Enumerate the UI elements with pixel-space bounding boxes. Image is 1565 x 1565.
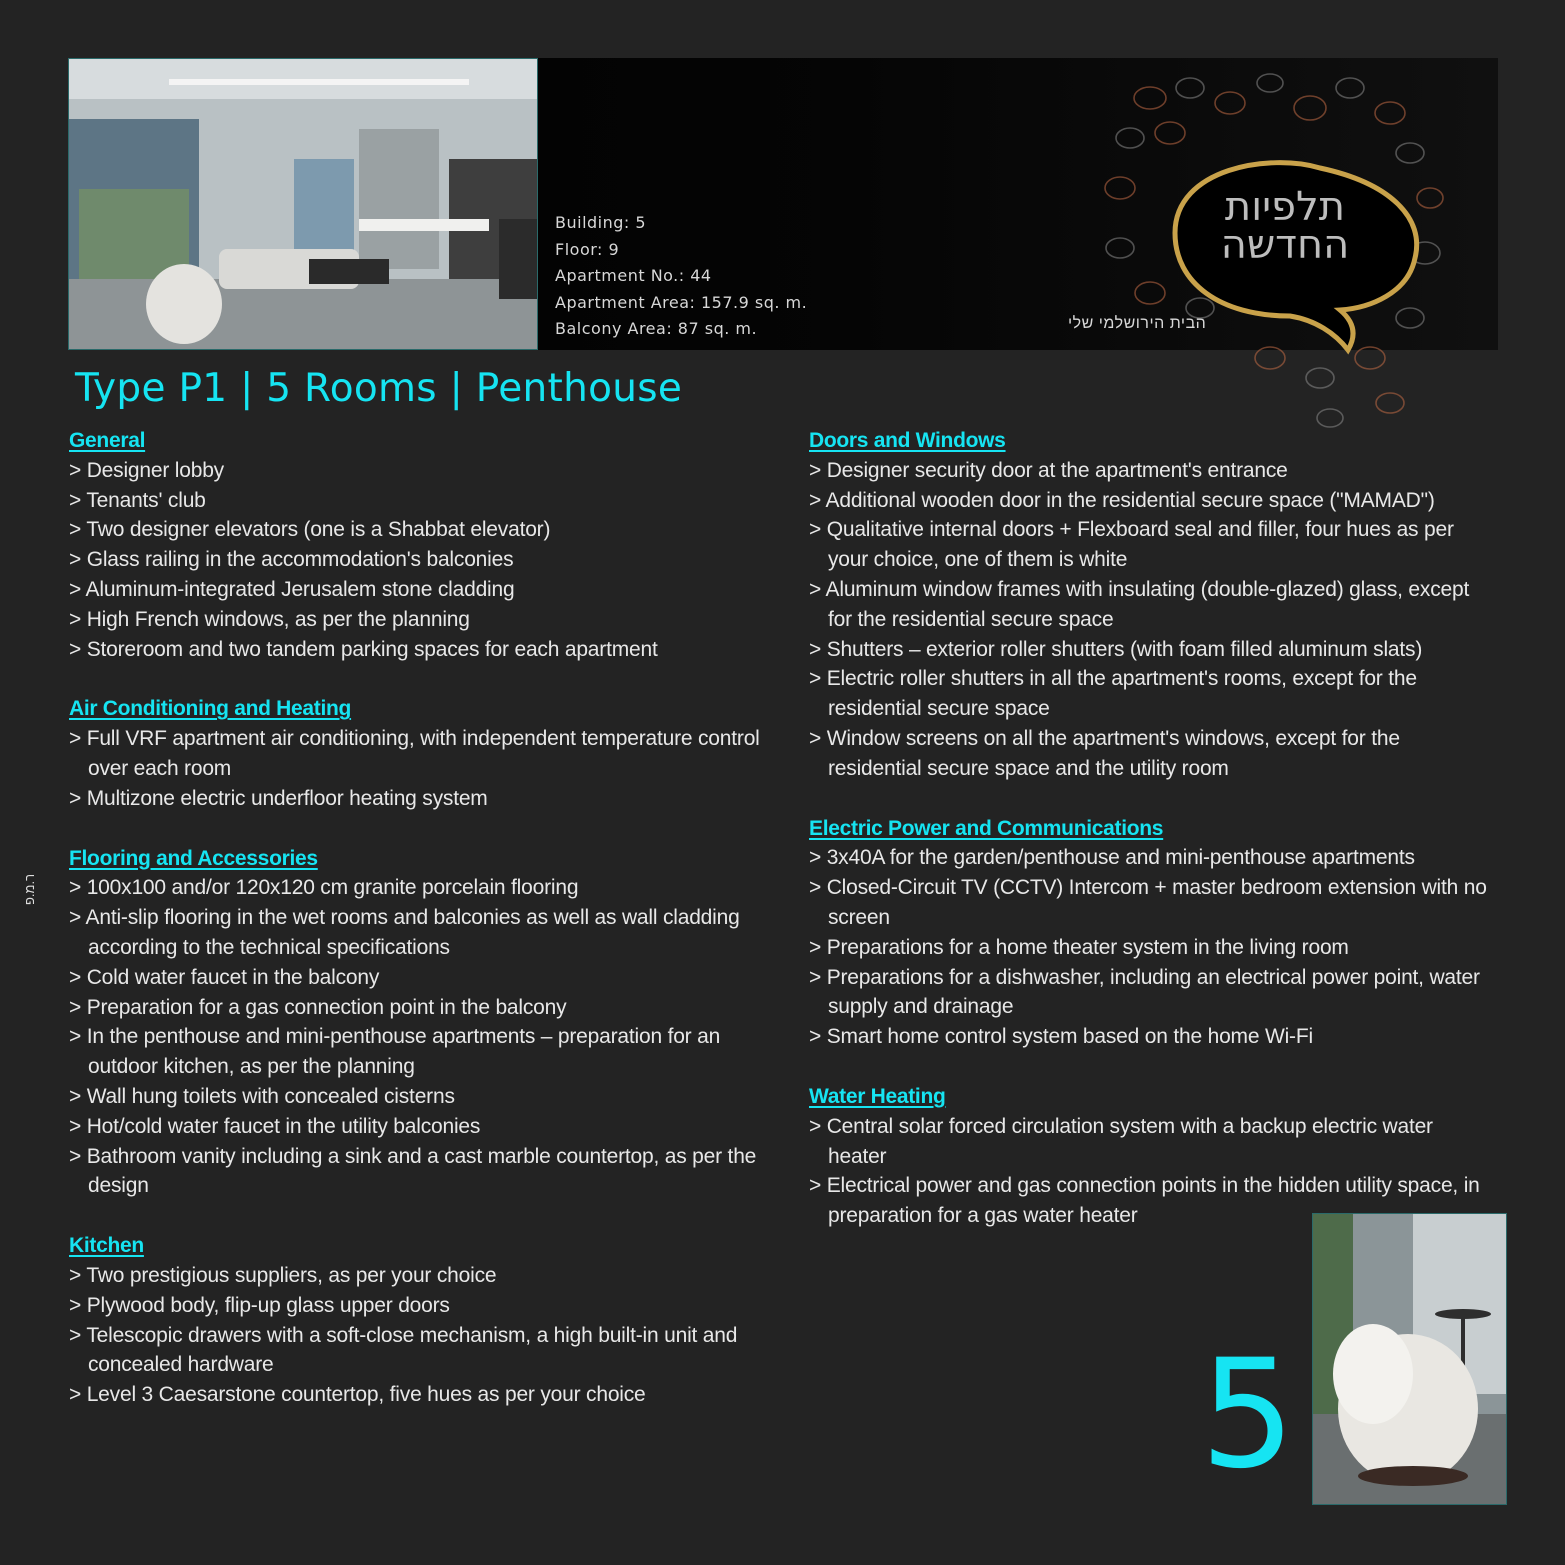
apartment-specs <box>555 210 807 343</box>
logo-line-2: החדשה <box>1220 222 1350 268</box>
spec-item: > Window screens on all the apartment's windows, except for the residential secure space and the utility room <box>809 724 1489 784</box>
spec-apartment-area: Apartment Area: 157.9 sq. m. <box>555 292 808 312</box>
spec-item: > Electrical power and gas connection points in the hidden utility space, in preparation for a gas water heater <box>809 1171 1489 1231</box>
spec-balcony-area: Balcony Area: 87 sq. m. <box>555 319 758 338</box>
spec-item: > Preparations for a dishwasher, including an electrical power point, water supply and drainage <box>809 963 1489 1023</box>
spec-item: > Two prestigious suppliers, as per your choice <box>69 1261 789 1291</box>
spec-section <box>69 426 789 664</box>
spec-item: > Closed-Circuit TV (CCTV) Intercom + master bedroom extension with no screen <box>809 873 1489 933</box>
spec-item: > Storeroom and two tandem parking spaces for each apartment <box>69 635 789 665</box>
spec-item: > Tenants' club <box>69 486 789 516</box>
spec-section <box>809 426 1489 784</box>
spec-section <box>809 1082 1489 1231</box>
spec-item: > Designer lobby <box>69 456 789 486</box>
spec-item: > In the penthouse and mini-penthouse apartments – preparation for an outdoor kitchen, as per the planning <box>69 1022 789 1082</box>
spec-item: > Central solar forced circulation system with a backup electric water heater <box>809 1112 1489 1172</box>
spec-item: > Telescopic drawers with a soft-close mechanism, a high built-in unit and concealed hardware <box>69 1321 789 1381</box>
section-title: Kitchen <box>69 1234 144 1258</box>
spec-item: > Multizone electric underfloor heating system <box>69 784 789 814</box>
spec-item: > Designer security door at the apartment's entrance <box>809 456 1489 486</box>
section-title: Doors and Windows <box>809 429 1006 452</box>
spec-item: > Level 3 Caesarstone countertop, five hues as per your choice <box>69 1380 789 1410</box>
spec-section <box>809 814 1489 1052</box>
spec-item: > Plywood body, flip-up glass upper doors <box>69 1291 789 1321</box>
section-title: Electric Power and Communications <box>809 816 1164 840</box>
left-column <box>69 426 789 1440</box>
side-mark: ר.מ.פ <box>22 873 37 905</box>
spec-section <box>69 1231 789 1410</box>
spec-item: > Aluminum window frames with insulating (double-glazed) glass, except for the residential secure space <box>809 575 1489 635</box>
section-title: Air Conditioning and Heating <box>69 697 352 721</box>
spec-item: > Hot/cold water faucet in the utility balconies <box>69 1112 789 1142</box>
spec-item: > Preparations for a home theater system in the living room <box>809 933 1489 963</box>
spec-item: > Preparation for a gas connection point in the balcony <box>69 993 789 1023</box>
spec-item: > Wall hung toilets with concealed cisterns <box>69 1082 789 1112</box>
living-room-photo <box>68 58 538 350</box>
spec-floor: Floor: 9 <box>555 239 620 259</box>
spec-item: > Glass railing in the accommodation's balconies <box>69 545 789 575</box>
spec-item: > Cold water faucet in the balcony <box>69 963 789 993</box>
section-title: Water Heating <box>809 1084 946 1108</box>
spec-item: > Additional wooden door in the residential secure space ("MAMAD") <box>809 486 1489 516</box>
spec-item: > Smart home control system based on the home Wi-Fi <box>809 1022 1489 1052</box>
page-number: 5 <box>1200 1328 1296 1502</box>
spec-item: > Full VRF apartment air conditioning, with independent temperature control over each room <box>69 724 789 784</box>
spec-item: > Electric roller shutters in all the apartment's rooms, except for the residential secure space <box>809 664 1489 724</box>
spec-section <box>69 844 789 1202</box>
spec-item: > Qualitative internal doors + Flexboard seal and filler, four hues as per your choice, one of them is white <box>809 515 1489 575</box>
spec-section <box>69 694 789 813</box>
spec-item: > Aluminum-integrated Jerusalem stone cladding <box>69 575 789 605</box>
spec-building: Building: 5 <box>555 213 647 232</box>
armchair-photo <box>1312 1213 1507 1505</box>
logo-line-1: תלפיות <box>1224 184 1346 230</box>
brand-logo <box>1090 58 1450 458</box>
spec-item: > Bathroom vanity including a sink and a cast marble countertop, as per the design <box>69 1142 789 1202</box>
spec-item: > 100x100 and/or 120x120 cm granite porcelain flooring <box>69 873 789 903</box>
spec-item: > Two designer elevators (one is a Shabbat elevator) <box>69 515 789 545</box>
right-column <box>809 426 1489 1261</box>
spec-item: > 3x40A for the garden/penthouse and mini-penthouse apartments <box>809 843 1489 873</box>
section-title: General <box>69 429 146 452</box>
page-title: Type P1 | 5 Rooms | Penthouse <box>75 366 683 411</box>
spec-item: > High French windows, as per the planning <box>69 605 789 635</box>
spec-item: > Anti-slip flooring in the wet rooms and balconies as well as wall cladding according to the technical specifications <box>69 903 789 963</box>
spec-apartment-no: Apartment No.: 44 <box>555 266 712 285</box>
section-title: Flooring and Accessories <box>69 846 318 870</box>
spec-item: > Shutters – exterior roller shutters (with foam filled aluminum slats) <box>809 635 1489 665</box>
brand-tagline: הבית הירושלמי שלי <box>1068 315 1207 332</box>
